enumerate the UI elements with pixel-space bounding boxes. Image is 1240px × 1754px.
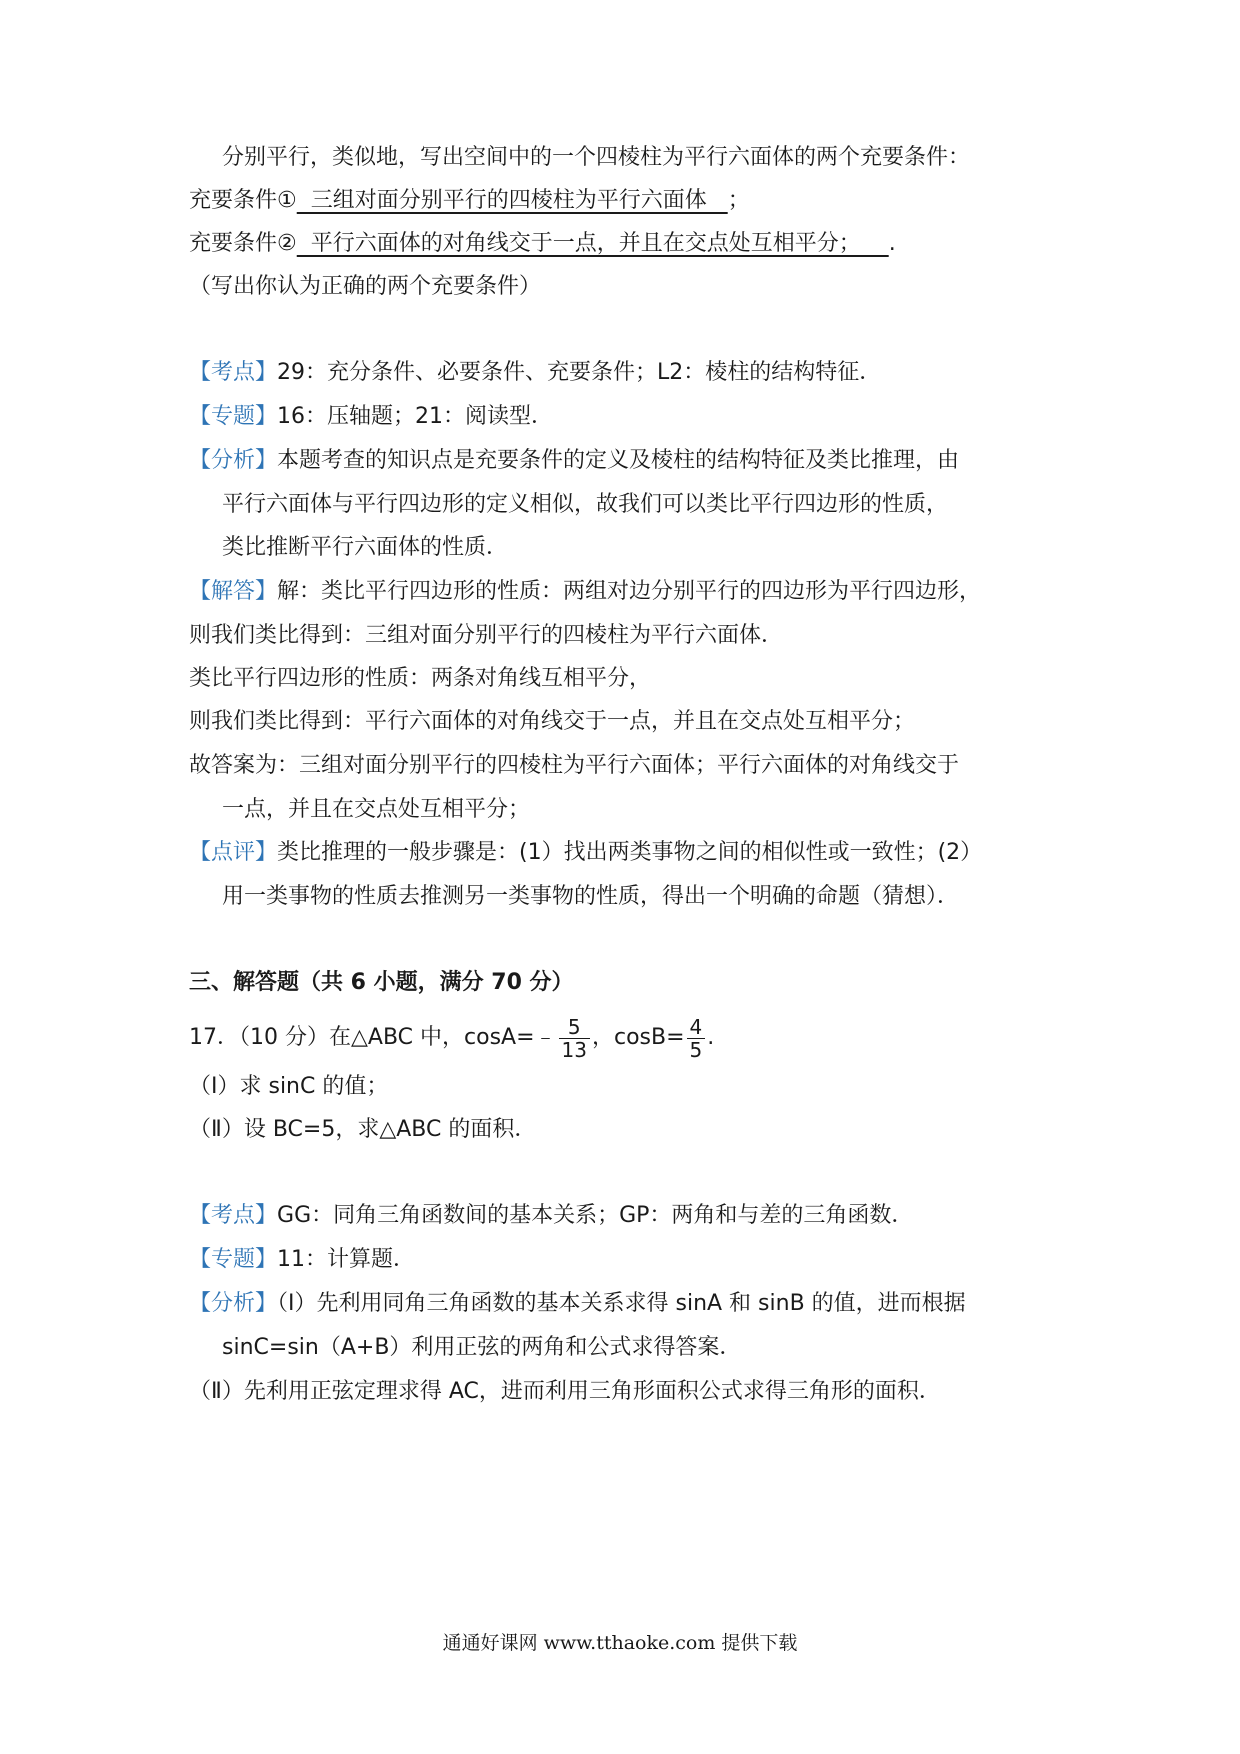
q16-fenxi-line-3: 类比推断平行六面体的性质． xyxy=(222,535,509,560)
q17-stem-end: . xyxy=(707,1025,715,1050)
cosA-fraction xyxy=(559,1016,590,1061)
dianping-tag: 【点评】 xyxy=(189,840,278,865)
q17-part-2: （Ⅱ）设 BC=5，求△ABC 的面积． xyxy=(189,1117,537,1142)
q17-fenxi-line-2: sinC=sin（A+B）利用正弦的两角和公式求得答案． xyxy=(222,1335,742,1360)
q16-fenxi xyxy=(189,446,959,476)
q16-dianping-text-1: 类比推理的一般步骤是：(1）找出两类事物之间的相似性或一致性；(2） xyxy=(277,840,983,865)
page-footer: 通通好课网 www.tthaoke.com 提供下载 xyxy=(442,1632,798,1654)
q17-stem-pre: 17．（10 分）在△ABC 中，cosA=﹣ xyxy=(189,1025,557,1050)
condition-1 xyxy=(189,186,750,216)
condition-1-answer: 三组对面分别平行的四棱柱为平行六面体 xyxy=(296,188,728,213)
instruction-note: （写出你认为正确的两个充要条件） xyxy=(189,274,542,299)
kaodian-tag: 【考点】 xyxy=(189,1203,278,1228)
condition-1-end: ； xyxy=(727,188,750,213)
q16-dianping xyxy=(189,838,982,868)
cosA-denominator: 13 xyxy=(561,1037,587,1062)
q17-fenxi-line-3: （Ⅱ）先利用正弦定理求得 AC，进而利用三角形面积公式求得三角形的面积． xyxy=(189,1379,941,1404)
q16-jieda-line-3: 类比平行四边形的性质：两条对角线互相平分， xyxy=(189,666,652,691)
q17-stem-mid: ，cosB= xyxy=(591,1025,685,1050)
q16-zhuanti xyxy=(189,402,553,432)
condition-2-answer: 平行六面体的对角线交于一点，并且在交点处互相平分； xyxy=(296,231,889,256)
q16-zhuanti-text: 16：压轴题；21：阅读型． xyxy=(277,404,554,429)
cosB-fraction xyxy=(687,1016,706,1061)
zhuanti-tag: 【专题】 xyxy=(189,1247,278,1272)
cosB-numerator: 4 xyxy=(687,1016,706,1039)
q17-fenxi xyxy=(189,1289,966,1319)
q16-jieda-text-1: 解：类比平行四边形的性质：两组对边分别平行的四边形为平行四边形， xyxy=(277,579,982,604)
q17-zhuanti-text: 11：计算题． xyxy=(277,1247,416,1272)
q16-jieda-line-4: 则我们类比得到：平行六面体的对角线交于一点，并且在交点处互相平分； xyxy=(189,709,916,734)
fenxi-tag: 【分析】 xyxy=(189,448,278,473)
q16-kaodian-text: 29：充分条件、必要条件、充要条件；L2：棱柱的结构特征． xyxy=(277,360,882,385)
fenxi-tag: 【分析】 xyxy=(189,1291,278,1316)
cosB-denominator: 5 xyxy=(689,1037,703,1062)
q17-kaodian xyxy=(189,1201,913,1231)
q16-jieda-line-5: 故答案为：三组对面分别平行的四棱柱为平行六面体；平行六面体的对角线交于 xyxy=(189,753,960,778)
q16-kaodian xyxy=(189,358,881,388)
cosA-numerator: 5 xyxy=(559,1016,590,1039)
q16-jieda-line-2: 则我们类比得到：三组对面分别平行的四棱柱为平行六面体． xyxy=(189,623,784,648)
jieda-tag: 【解答】 xyxy=(189,579,278,604)
q17-zhuanti xyxy=(189,1245,415,1275)
section-title: 三、解答题（共 6 小题，满分 70 分） xyxy=(189,970,574,995)
kaodian-tag: 【考点】 xyxy=(189,360,278,385)
intro-line-1: 分别平行，类似地，写出空间中的一个四棱柱为平行六面体的两个充要条件： xyxy=(222,145,971,170)
q17-part-1: （Ⅰ）求 sinC 的值； xyxy=(189,1074,389,1099)
condition-1-label: 充要条件① xyxy=(189,188,297,213)
q17-kaodian-text: GG：同角三角函数间的基本关系；GP：两角和与差的三角函数． xyxy=(277,1203,914,1228)
zhuanti-tag: 【专题】 xyxy=(189,404,278,429)
q16-fenxi-line-2: 平行六面体与平行四边形的定义相似，故我们可以类比平行四边形的性质， xyxy=(222,492,949,517)
q16-jieda xyxy=(189,577,981,607)
q16-fenxi-text-1: 本题考查的知识点是充要条件的定义及棱柱的结构特征及类比推理，由 xyxy=(277,448,960,473)
condition-2-label: 充要条件② xyxy=(189,231,297,256)
q17-fenxi-text-1: （Ⅰ）先利用同角三角函数的基本关系求得 sinA 和 sinB 的值，进而根据 xyxy=(277,1291,966,1316)
condition-2 xyxy=(189,229,896,259)
q16-dianping-line-2: 用一类事物的性质去推测另一类事物的性质，得出一个明确的命题（猜想）． xyxy=(222,884,960,909)
q16-jieda-line-6: 一点，并且在交点处互相平分； xyxy=(222,797,531,822)
condition-2-end: . xyxy=(888,231,896,256)
q17-stem xyxy=(189,1012,714,1064)
